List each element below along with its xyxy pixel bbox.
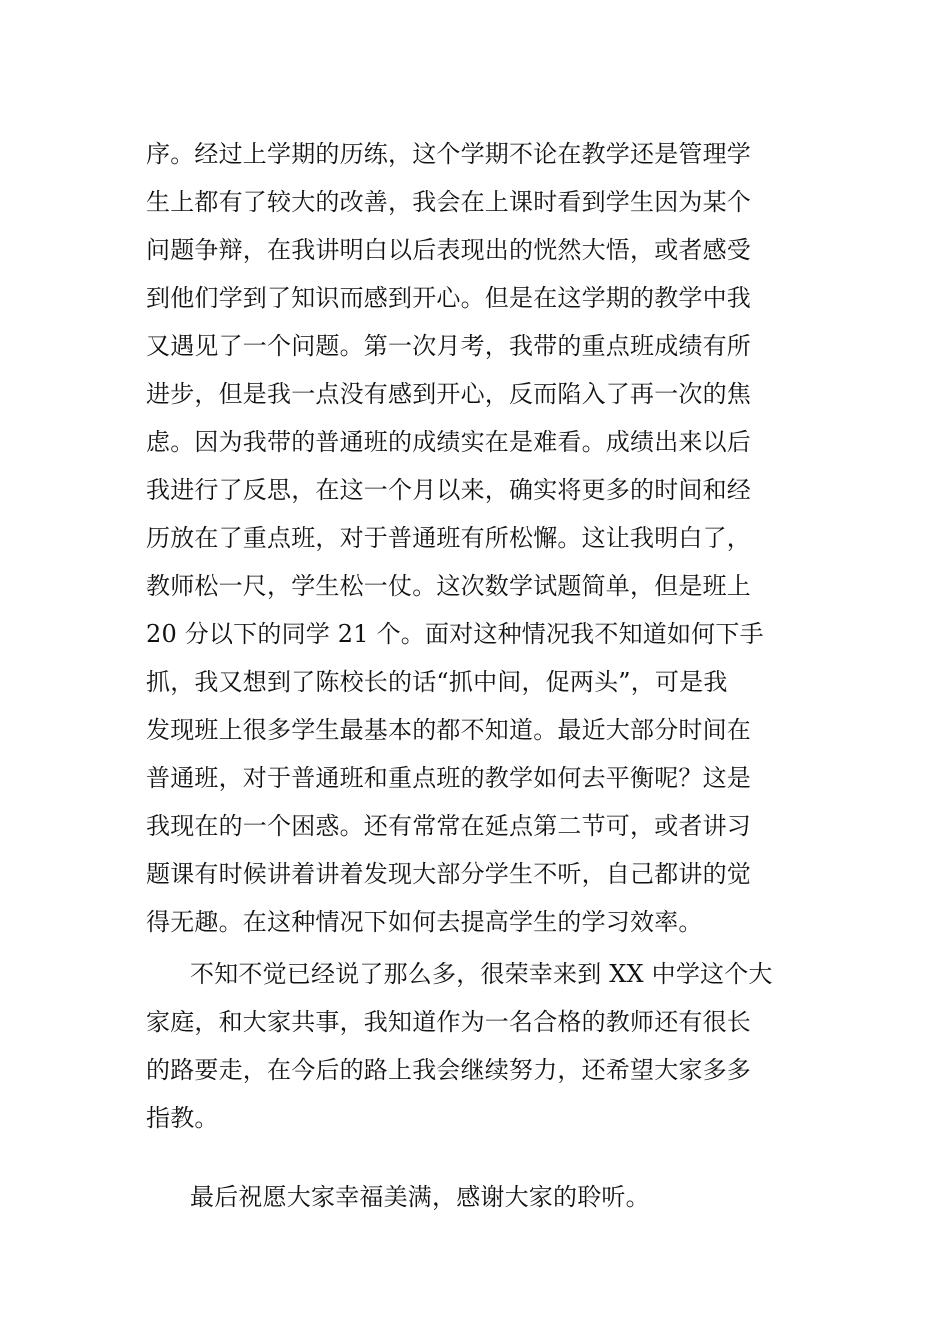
paragraph-line: 的路要走，在今后的路上我会继续努力，还希望大家多多 — [146, 1056, 751, 1084]
paragraph-line: 不知不觉已经说了那么多，很荣幸来到 XX 中学这个大 — [190, 960, 773, 988]
paragraph-line: 普通班，对于普通班和重点班的教学如何去平衡呢？这是 — [146, 764, 751, 792]
paragraph-line: 历放在了重点班，对于普通班有所松懈。这让我明白了， — [146, 524, 751, 552]
paragraph-line: 又遇见了一个问题。第一次月考，我带的重点班成绩有所 — [146, 332, 751, 360]
paragraph-line: 序。经过上学期的历练，这个学期不论在教学还是管理学 — [146, 140, 751, 168]
paragraph-line: 问题争辩，在我讲明白以后表现出的恍然大悟，或者感受 — [146, 236, 751, 264]
paragraph-line: 生上都有了较大的改善，我会在上课时看到学生因为某个 — [146, 188, 751, 216]
paragraph-line: 得无趣。在这种情况下如何去提高学生的学习效率。 — [146, 908, 703, 936]
paragraph-line: 发现班上很多学生最基本的都不知道。最近大部分时间在 — [146, 716, 751, 744]
paragraph-thanks — [146, 1173, 810, 1221]
paragraph-line: 教师松一尺，学生松一仗。这次数学试题简单，但是班上 — [146, 572, 751, 600]
paragraph-line: 最后祝愿大家幸福美满，感谢大家的聆听。 — [190, 1183, 650, 1211]
paragraph-line: 虑。因为我带的普通班的成绩实在是难看。成绩出来以后 — [146, 428, 751, 456]
paragraph-line: 指教。 — [146, 1104, 219, 1132]
paragraph-line: 抓，我又想到了陈校长的话“抓中间，促两头”，可是我 — [146, 668, 728, 696]
paragraph-line: 我现在的一个困惑。还有常常在延点第二节可，或者讲习 — [146, 812, 751, 840]
paragraph-closing — [146, 950, 810, 1142]
paragraph-line: 我进行了反思，在这一个月以来，确实将更多的时间和经 — [146, 476, 751, 504]
paragraph-line: 20 分以下的同学 21 个。面对这种情况我不知道如何下手 — [146, 620, 764, 648]
paragraph-line: 题课有时候讲着讲着发现大部分学生不听，自己都讲的觉 — [146, 860, 751, 888]
paragraph-line: 进步，但是我一点没有感到开心，反而陷入了再一次的焦 — [146, 380, 751, 408]
paragraph-line: 家庭，和大家共事，我知道作为一名合格的教师还有很长 — [146, 1008, 751, 1036]
paragraph-reflection — [146, 130, 810, 946]
paragraph-line: 到他们学到了知识而感到开心。但是在这学期的教学中我 — [146, 284, 751, 312]
